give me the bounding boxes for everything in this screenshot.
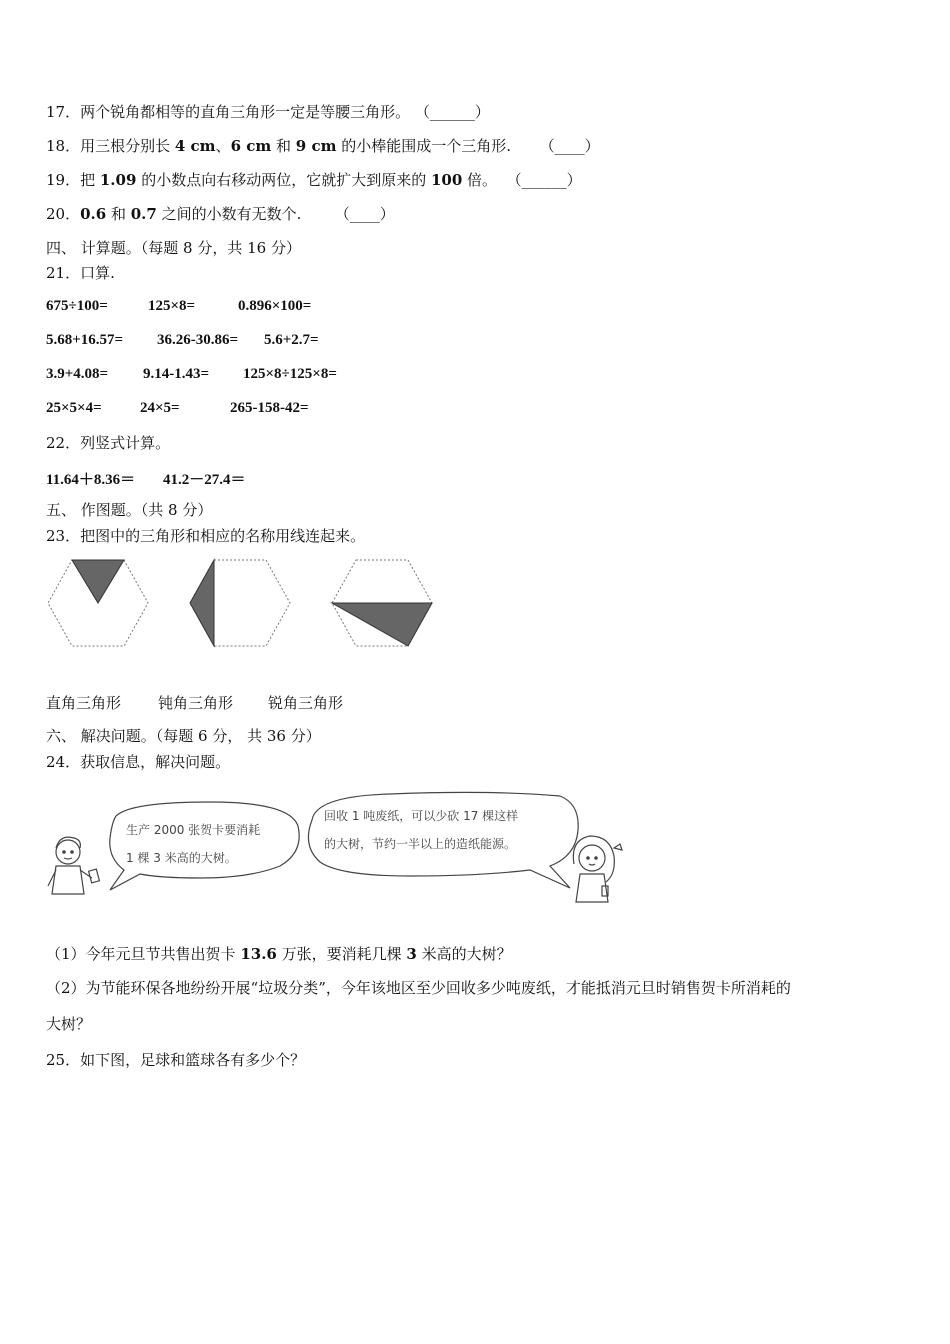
hexagon-figure-right [188,558,292,648]
question-20: 20．0.6 和 0.7 之间的小数有无数个. （____） [46,205,395,223]
question-25: 25．如下图，足球和篮球各有多少个？ [46,1051,306,1069]
bubble-right-line-1: 回收 1 吨废纸，可以少砍 17 棵这样 [324,809,519,823]
calc-item: 9.14-1.43= [143,366,210,382]
hexagon-figure-acute [46,558,150,648]
question-24-part-2-cont: 大树？ [46,1015,92,1033]
question-21: 21．口算. [46,264,115,282]
section-4-heading: 四、 计算题。（每题 8 分，共 16 分） [46,239,301,257]
section-6-heading: 六、 解决问题。（每题 6 分， 共 36 分） [46,727,321,745]
calc-item: 675÷100= [46,298,108,314]
question-24-part-1: （1）今年元旦节共售出贺卡 13.6 万张，要消耗几棵 3 米高的大树？ [46,945,512,963]
hexagon-figure-obtuse [330,558,434,648]
triangle-label-obtuse[interactable]: 钝角三角形 [158,694,234,712]
calc-item: 25×5×4= [46,400,102,416]
question-24-part-2: （2）为节能环保各地纷纷开展“垃圾分类”，今年该地区至少回收多少吨废纸，才能抵消元旦时销售贺卡所消耗的 [46,979,791,997]
calc-item: 5.68+16.57= [46,332,124,348]
girl-figure-icon [573,836,622,902]
question-19: 19．把 1.09 的小数点向右移动两位，它就扩大到原来的 100 倍。 （______） [46,171,582,189]
bubble-right-line-2: 的大树，节约一半以上的造纸能源。 [324,837,517,851]
question-24: 24．获取信息，解决问题。 [46,753,231,771]
vertical-calc-item: 41.2－27.4＝ [163,472,246,488]
bubble-left-line-1: 生产 2000 张贺卡要消耗 [126,823,261,837]
triangle-label-right[interactable]: 直角三角形 [46,694,122,712]
boy-figure-icon [48,837,99,894]
answer-blank[interactable]: （____） [334,205,395,223]
section-5-heading: 五、 作图题。（共 8 分） [46,501,213,519]
question-23: 23．把图中的三角形和相应的名称用线连起来。 [46,527,366,545]
calc-item: 125×8= [148,298,196,314]
calc-item: 3.9+4.08= [46,366,109,382]
question-18: 18．用三根分别长 4 cm、6 cm 和 9 cm 的小棒能围成一个三角形. （____） [46,137,600,155]
calc-item: 24×5= [140,400,180,416]
calc-item: 265-158-42= [230,400,309,416]
calc-item: 5.6+2.7= [264,332,319,348]
question-17: 17．两个锐角都相等的直角三角形一定是等腰三角形。 （______） [46,103,490,121]
info-illustration [40,790,640,920]
question-22: 22．列竖式计算。 [46,434,171,452]
calc-item: 125×8÷125×8= [243,366,337,382]
vertical-calc-item: 11.64＋8.36＝ [46,472,136,488]
answer-blank[interactable]: （____） [539,137,600,155]
answer-blank[interactable]: （______） [414,103,490,121]
speech-bubble-right [308,792,578,888]
bubble-left-line-2: 1 棵 3 米高的大树。 [126,851,237,865]
triangle-label-acute[interactable]: 锐角三角形 [268,694,344,712]
calc-item: 0.896×100= [238,298,312,314]
speech-bubble-left [110,802,299,890]
answer-blank[interactable]: （______） [506,171,582,189]
calc-item: 36.26-30.86= [157,332,239,348]
